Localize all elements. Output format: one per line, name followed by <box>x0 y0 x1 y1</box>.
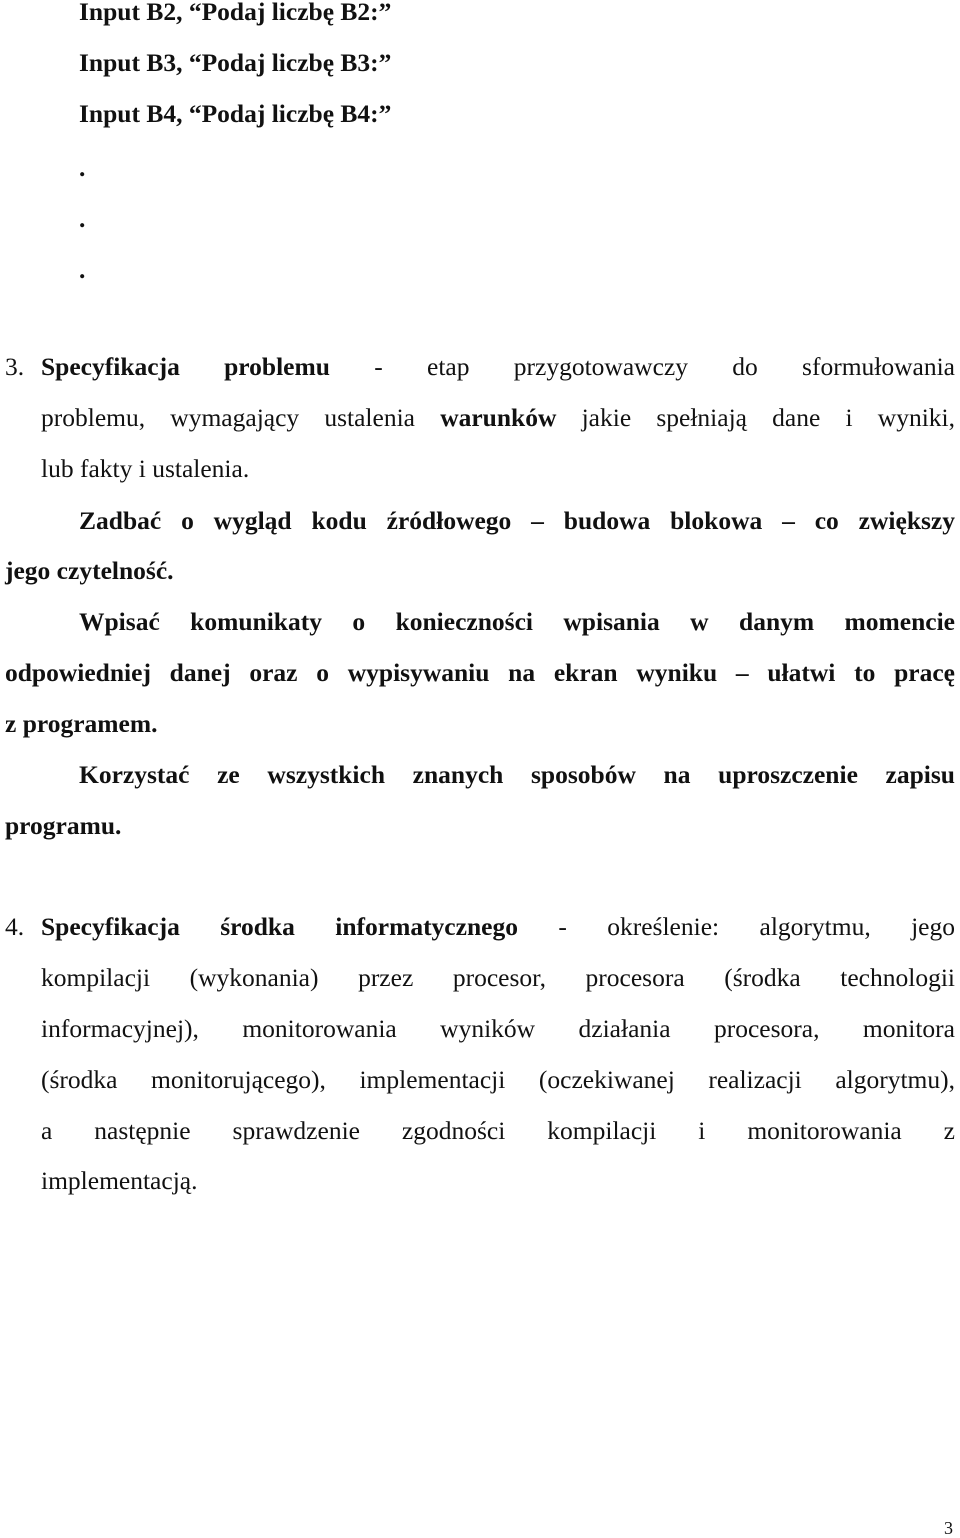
note-simplify-cont: programu. <box>5 811 122 840</box>
note-code-look-cont: jego czytelność. <box>5 556 174 585</box>
section-3-number: 3. <box>5 352 25 381</box>
input-line-b4: Input B4, “Podaj liczbę B4:” <box>79 99 392 128</box>
section-3-bold-term: warunków <box>440 403 557 432</box>
section-3-title: Specyfikacja problemu <box>41 352 330 381</box>
section-4-text: - określenie: algorytmu, jego <box>558 912 955 941</box>
note-messages-cont: odpowiedniej danej oraz o wypisywaniu na ekran wyniku – ułatwi to pracę <box>5 658 955 687</box>
section-3-line-2 <box>41 402 955 434</box>
section-4-line: kompilacji (wykonania) przez procesor, procesora (środka technologii <box>41 963 955 992</box>
note-messages: Wpisać komunikaty o konieczności wpisania w danym momencie <box>79 607 955 636</box>
input-line-b3: Input B3, “Podaj liczbę B3:” <box>79 48 392 77</box>
note-simplify: Korzystać ze wszystkich znanych sposobów na uproszczenie zapisu <box>79 760 955 789</box>
ellipsis-dot: . <box>79 153 86 182</box>
section-4-line: (środka monitorującego), implementacji (oczekiwanej realizacji algorytmu), <box>41 1065 955 1094</box>
section-4-heading-line <box>41 911 955 943</box>
section-3-text: - etap przygotowawczy do sformułowania <box>374 352 956 381</box>
section-4-number: 4. <box>5 912 25 941</box>
ellipsis-dot: . <box>79 204 86 233</box>
note-code-look: Zadbać o wygląd kodu źródłowego – budowa blokowa – co zwiększy <box>79 506 955 535</box>
note-messages-end: z programem. <box>5 709 158 738</box>
section-4-line: implementacją. <box>41 1166 198 1195</box>
section-4-line: informacyjnej), monitorowania wyników działania procesora, monitora <box>41 1014 955 1043</box>
page-number: 3 <box>944 1518 953 1538</box>
section-3-line-3: lub fakty i ustalenia. <box>41 454 250 483</box>
ellipsis-dot: . <box>79 255 86 284</box>
section-3-heading-line <box>41 351 955 383</box>
section-4-line: a następnie sprawdzenie zgodności kompilacji i monitorowania z <box>41 1116 955 1145</box>
input-line-b2: Input B2, “Podaj liczbę B2:” <box>79 0 392 26</box>
section-3-text: jakie spełniają dane i wyniki, <box>556 403 955 432</box>
section-3-text: problemu, wymagający ustalenia <box>41 403 441 432</box>
section-4-title: Specyfikacja środka informatycznego <box>41 912 518 941</box>
